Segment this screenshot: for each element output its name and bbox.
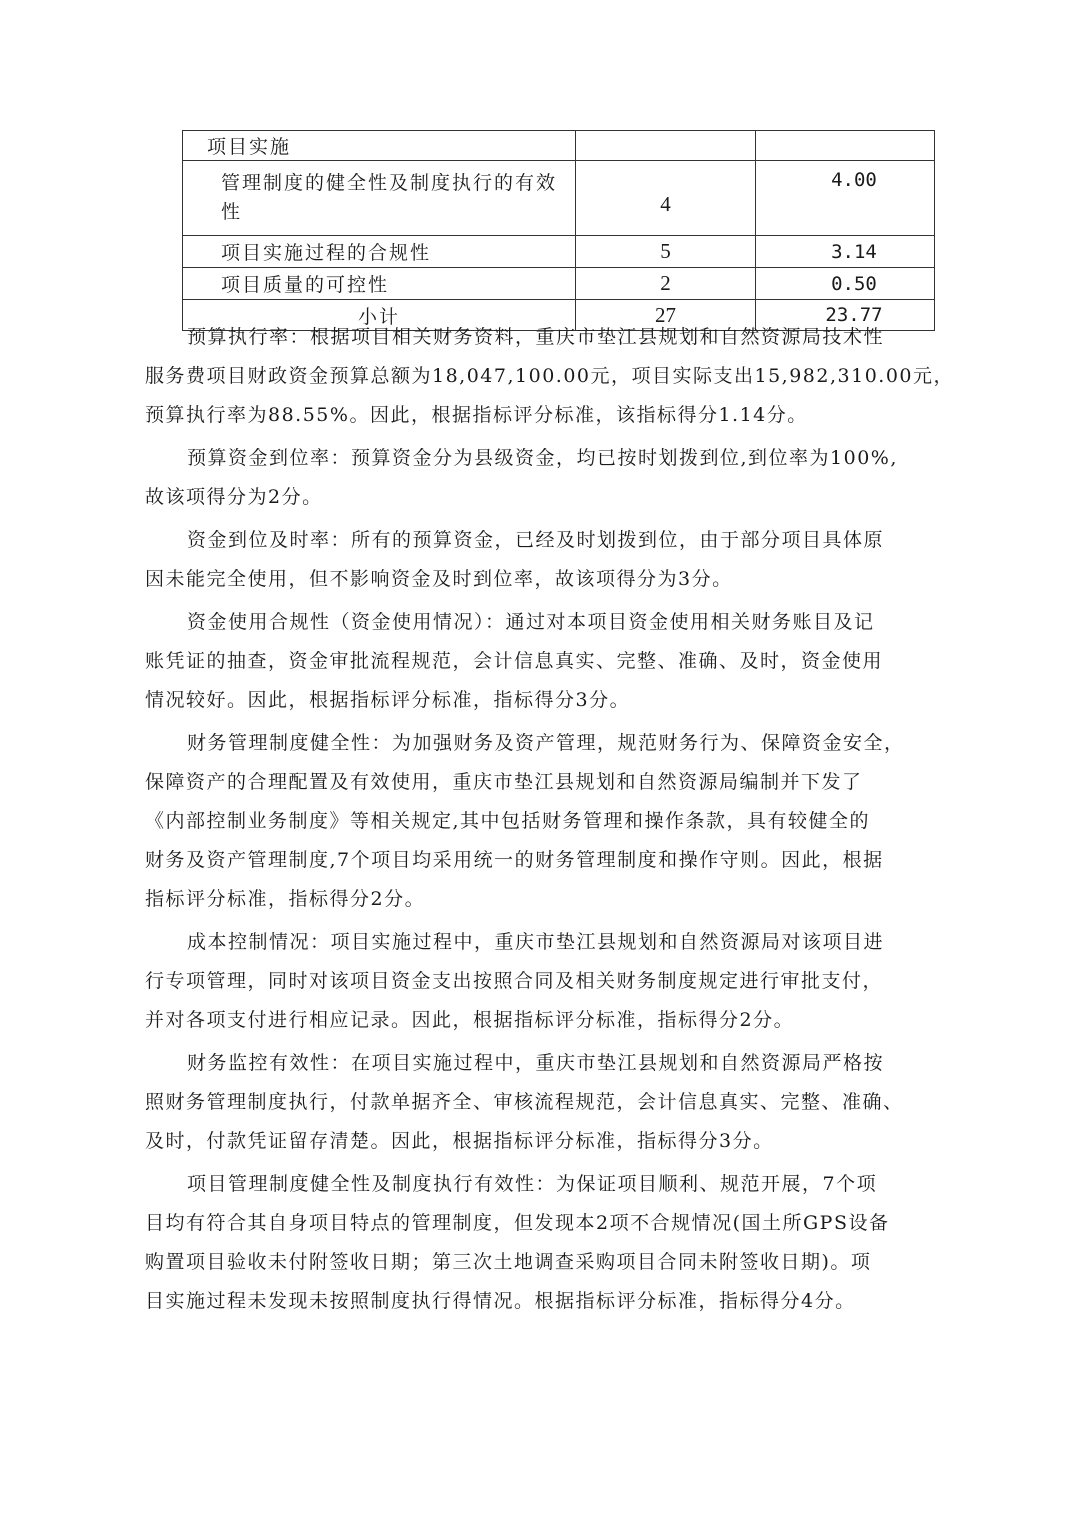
row-weight: 4 bbox=[576, 161, 756, 236]
paragraph-line: 目均有符合其自身项目特点的管理制度，但发现本2项不合规情况(国土所GPS设备 bbox=[145, 1212, 890, 1234]
paragraph bbox=[145, 439, 935, 517]
row-weight: 2 bbox=[576, 268, 756, 300]
paragraph-line: 《内部控制业务制度》等相关规定,其中包括财务管理和操作条款，具有较健全的 bbox=[145, 810, 871, 832]
row-weight bbox=[576, 131, 756, 161]
paragraph-line: 成本控制情况：项目实施过程中，重庆市垫江县规划和自然资源局对该项目进 bbox=[187, 931, 885, 953]
paragraph-line: 预算执行率为88.55%。因此，根据指标评分标准，该指标得分1.14分。 bbox=[145, 404, 808, 426]
paragraph-line: 预算执行率：根据项目相关财务资料，重庆市垫江县规划和自然资源局技术性 bbox=[187, 326, 885, 348]
row-score: 3.14 bbox=[756, 236, 935, 268]
table-row bbox=[183, 131, 935, 161]
paragraph-line: 购置项目验收未付附签收日期；第三次土地调查采购项目合同未附签收日期)。项 bbox=[145, 1251, 872, 1273]
row-score bbox=[756, 131, 935, 161]
paragraph-line: 及时，付款凭证留存清楚。因此，根据指标评分标准，指标得分3分。 bbox=[145, 1130, 774, 1152]
row-name: 项目质量的可控性 bbox=[183, 268, 576, 300]
paragraph-line: 故该项得分为2分。 bbox=[145, 486, 323, 508]
paragraph-line: 照财务管理制度执行，付款单据齐全、审核流程规范，会计信息真实、完整、准确、 bbox=[145, 1091, 904, 1113]
paragraph bbox=[145, 923, 935, 1040]
paragraph-line: 情况较好。因此，根据指标评分标准，指标得分3分。 bbox=[145, 689, 631, 711]
table-row bbox=[183, 161, 935, 236]
paragraph bbox=[145, 1165, 935, 1321]
row-name: 小计 bbox=[183, 300, 576, 331]
paragraph bbox=[145, 603, 935, 720]
paragraph-line: 预算资金到位率：预算资金分为县级资金，均已按时划拨到位,到位率为100%, bbox=[187, 447, 898, 469]
body-text bbox=[145, 318, 955, 1325]
row-name-line1: 管理制度的健全性及制度执行的有效 bbox=[221, 172, 558, 194]
paragraph-line: 资金到位及时率：所有的预算资金，已经及时划拨到位，由于部分项目具体原 bbox=[187, 529, 885, 551]
paragraph-line: 目实施过程未发现未按照制度执行得情况。根据指标评分标准，指标得分4分。 bbox=[145, 1290, 856, 1312]
paragraph-line: 行专项管理，同时对该项目资金支出按照合同及相关财务制度规定进行审批支付， bbox=[145, 970, 884, 992]
row-name bbox=[183, 161, 576, 236]
paragraph-line: 并对各项支付进行相应记录。因此，根据指标评分标准，指标得分2分。 bbox=[145, 1009, 795, 1031]
row-name: 项目实施过程的合规性 bbox=[183, 236, 576, 268]
score-table bbox=[182, 130, 935, 331]
paragraph-line: 财务及资产管理制度,7个项目均采用统一的财务管理制度和操作守则。因此，根据 bbox=[145, 849, 884, 871]
paragraph-line: 财务管理制度健全性：为加强财务及资产管理，规范财务行为、保障资金安全， bbox=[187, 732, 905, 754]
row-weight: 5 bbox=[576, 236, 756, 268]
table-row bbox=[183, 268, 935, 300]
table-row bbox=[183, 236, 935, 268]
row-score: 0.50 bbox=[756, 268, 935, 300]
paragraph-line: 保障资产的合理配置及有效使用，重庆市垫江县规划和自然资源局编制并下发了 bbox=[145, 771, 863, 793]
paragraph-line: 账凭证的抽查，资金审批流程规范，会计信息真实、完整、准确、及时，资金使用 bbox=[145, 650, 884, 672]
paragraph bbox=[145, 318, 955, 435]
paragraph-line: 项目管理制度健全性及制度执行有效性：为保证项目顺利、规范开展，7个项 bbox=[187, 1173, 878, 1195]
row-name: 项目实施 bbox=[183, 131, 576, 161]
paragraph bbox=[145, 724, 935, 919]
row-weight: 27 bbox=[576, 300, 756, 331]
row-name-line2: 性 bbox=[221, 201, 243, 223]
paragraph-line: 指标评分标准，指标得分2分。 bbox=[145, 888, 426, 910]
paragraph-line: 财务监控有效性：在项目实施过程中，重庆市垫江县规划和自然资源局严格按 bbox=[187, 1052, 885, 1074]
paragraph-line: 服务费项目财政资金预算总额为18,047,100.00元，项目实际支出15,982,310.00元， bbox=[145, 365, 955, 387]
paragraph-line: 资金使用合规性（资金使用情况）：通过对本项目资金使用相关财务账目及记 bbox=[187, 611, 875, 633]
paragraph-line: 因未能完全使用，但不影响资金及时到位率，故该项得分为3分。 bbox=[145, 568, 733, 590]
paragraph bbox=[145, 521, 935, 599]
paragraph bbox=[145, 1044, 935, 1161]
paragraph-gap bbox=[145, 1321, 935, 1325]
row-score: 4.00 bbox=[756, 161, 935, 236]
row-score: 23.77 bbox=[756, 300, 935, 331]
